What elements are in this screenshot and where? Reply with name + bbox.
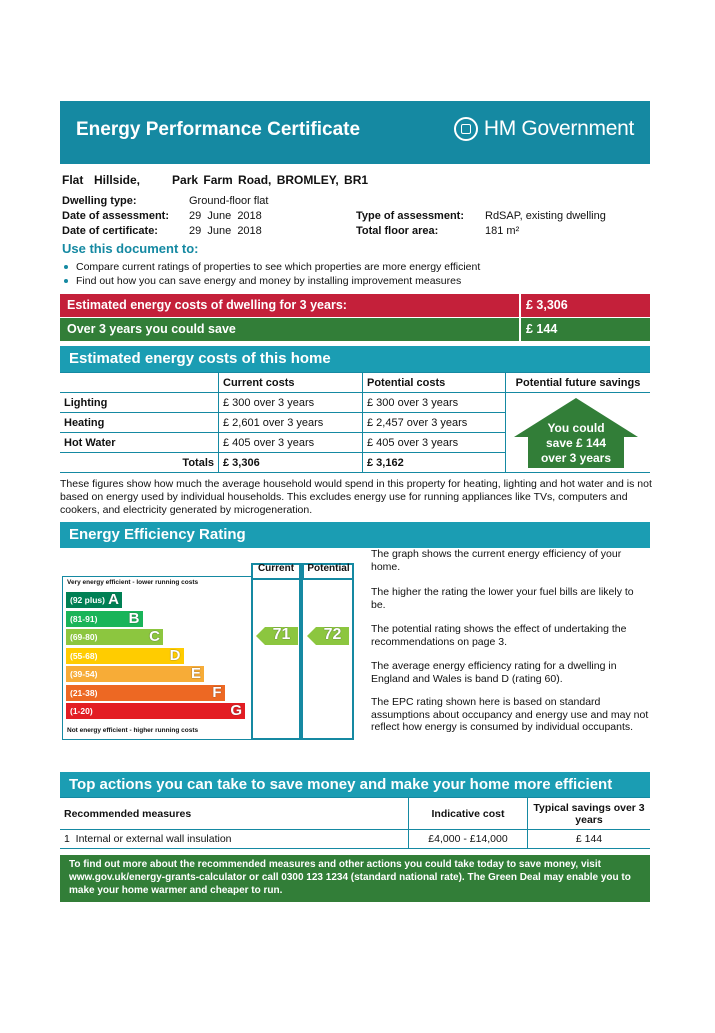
band-range: (69-80) <box>70 632 98 642</box>
divider <box>519 294 521 317</box>
potential-saving-label: Over 3 years you could save <box>67 322 236 336</box>
cell-potential: £ 2,457 over 3 years <box>363 413 506 433</box>
column-header-cost: Indicative cost <box>409 798 528 830</box>
table-cell <box>60 373 219 393</box>
band-letter: B <box>128 609 140 627</box>
cell-current: £ 2,601 over 3 years <box>219 413 363 433</box>
eer-section-heading: Energy Efficiency Rating <box>60 522 650 548</box>
cell-current: £ 405 over 3 years <box>219 433 363 453</box>
rating-band-d <box>66 648 184 664</box>
potential-saving-bar <box>60 318 650 341</box>
column-header-savings: Typical savings over 3 years <box>528 798 651 830</box>
certificate-header <box>60 101 650 164</box>
top-caption: Very energy efficient - lower running costs <box>67 579 199 586</box>
date-assessment-value: 29 June 2018 <box>189 210 262 222</box>
floor-area-label: Total floor area: <box>356 225 439 237</box>
total-current: £ 3,306 <box>219 453 363 473</box>
date-certificate-label: Date of certificate: <box>62 225 158 237</box>
band-range: (55-68) <box>70 650 98 661</box>
band-letter: F <box>212 683 222 701</box>
band-range: (92 plus) <box>70 595 105 605</box>
current-rating-arrow <box>265 627 298 645</box>
total-potential: £ 3,162 <box>363 453 506 473</box>
eer-text-5: The EPC rating shown here is based on standard assumptions about occupancy and energy use and may not reflect how energy is consumed by individual occupants. <box>371 696 649 733</box>
row-label: Lighting <box>60 393 219 413</box>
hm-government-logo <box>454 117 634 141</box>
savings-line-2: save £ 144 <box>545 436 607 450</box>
rating-band-b <box>66 611 143 627</box>
divider <box>253 578 352 580</box>
royal-crest-icon <box>454 117 478 141</box>
dwelling-type-value: Ground-floor flat <box>189 195 269 207</box>
bottom-caption: Not energy efficient - higher running costs <box>67 727 199 734</box>
estimated-cost-bar <box>60 294 650 317</box>
measure-cell: 1 Internal or external wall insulation <box>60 830 409 849</box>
savings-cell: £ 144 <box>528 830 651 849</box>
cell-potential: £ 405 over 3 years <box>363 433 506 453</box>
totals-label: Totals <box>60 453 219 473</box>
rating-band-g <box>66 703 245 719</box>
potential-column <box>301 563 354 740</box>
eer-text-4: The average energy efficiency rating for a dwelling in England and Wales is band D (rating 60). <box>371 660 617 685</box>
property-address: Flat Hillside, Park Farm Road, BROMLEY, BR1 <box>62 173 369 187</box>
band-range: (81-91) <box>70 613 98 624</box>
table-row <box>60 830 650 849</box>
use-document-heading: Use this document to: <box>62 241 199 256</box>
band-range: (1-20) <box>70 706 93 716</box>
footer-info <box>60 855 650 902</box>
actions-table <box>60 797 650 849</box>
date-assessment-label: Date of assessment: <box>62 210 169 222</box>
savings-message <box>528 421 624 466</box>
rating-scale <box>62 576 252 740</box>
cell-current: £ 300 over 3 years <box>219 393 363 413</box>
band-letter: C <box>149 628 160 645</box>
rating-band-e <box>66 666 204 682</box>
potential-rating-arrow <box>316 627 349 645</box>
band-letter: A <box>108 591 119 608</box>
potential-column-header: Potential <box>303 563 353 578</box>
column-header-current: Current costs <box>219 373 363 393</box>
band-letter: E <box>190 665 201 682</box>
eer-text-2: The higher the rating the lower your fuel bills are likely to be. <box>371 586 634 611</box>
band-letter: D <box>169 646 181 664</box>
estimated-cost-value: £ 3,306 <box>526 298 568 312</box>
column-header-measure: Recommended measures <box>60 798 409 830</box>
table-header-row <box>60 373 650 393</box>
costs-note: These figures show how much the average household would spend in this property for heating, lighting and hot water and is not based on energy used by individual households. This excludes energy use for running appliances like TVs, computers and cookers, and electricity generated by microgeneration. <box>60 478 652 516</box>
list-item: Compare current ratings of properties to see which properties are more energy efficient <box>62 260 480 274</box>
hm-government-label: HM Government <box>483 117 634 140</box>
current-rating-value: 71 <box>272 626 291 643</box>
date-certificate-value: 29 June 2018 <box>189 225 262 237</box>
band-range: (39-54) <box>70 669 98 679</box>
list-item: Find out how you can save energy and money by installing improvement measures <box>62 274 480 288</box>
costs-section-heading: Estimated energy costs of this home <box>60 346 650 372</box>
use-document-list <box>62 260 480 288</box>
current-column <box>251 563 301 740</box>
row-label: Hot Water <box>60 433 219 453</box>
type-assessment-value: RdSAP, existing dwelling <box>485 210 606 222</box>
eer-text-1: The graph shows the current energy efficiency of your home. <box>371 548 622 573</box>
type-assessment-label: Type of assessment: <box>356 210 465 222</box>
estimated-cost-label: Estimated energy costs of dwelling for 3 years: <box>67 298 347 312</box>
rating-band-c <box>66 629 163 645</box>
potential-rating-value: 72 <box>323 626 342 643</box>
footer-text: To find out more about the recommended measures and other actions you could take today to save money, visit www.gov.uk/energy-grants-calculator or call 0300 123 1234 (standard national rate). The Green Deal may enable you to make your home warmer and cheaper to run. <box>69 859 631 896</box>
page-title: Energy Performance Certificate <box>76 119 361 140</box>
current-column-header: Current <box>257 563 295 574</box>
column-header-future: Potential future savings <box>506 373 651 393</box>
rating-band-f <box>66 685 225 701</box>
column-header-potential: Potential costs <box>363 373 506 393</box>
savings-line-1: You could <box>547 421 605 435</box>
dwelling-type-label: Dwelling type: <box>62 195 137 207</box>
eer-text-3: The potential rating shows the effect of undertaking the recommendations on page 3. <box>371 623 627 648</box>
divider <box>519 318 521 341</box>
band-range: (21-38) <box>70 687 98 698</box>
cell-potential: £ 300 over 3 years <box>363 393 506 413</box>
rating-band-a <box>66 592 122 608</box>
actions-section-heading: Top actions you can take to save money and make your home more efficient <box>60 772 650 798</box>
cost-cell: £4,000 - £14,000 <box>409 830 528 849</box>
row-label: Heating <box>60 413 219 433</box>
savings-line-3: over 3 years <box>540 451 612 465</box>
band-letter: G <box>230 702 242 719</box>
table-header-row <box>60 798 650 830</box>
floor-area-value: 181 m² <box>485 225 520 237</box>
potential-saving-value: £ 144 <box>526 322 558 336</box>
